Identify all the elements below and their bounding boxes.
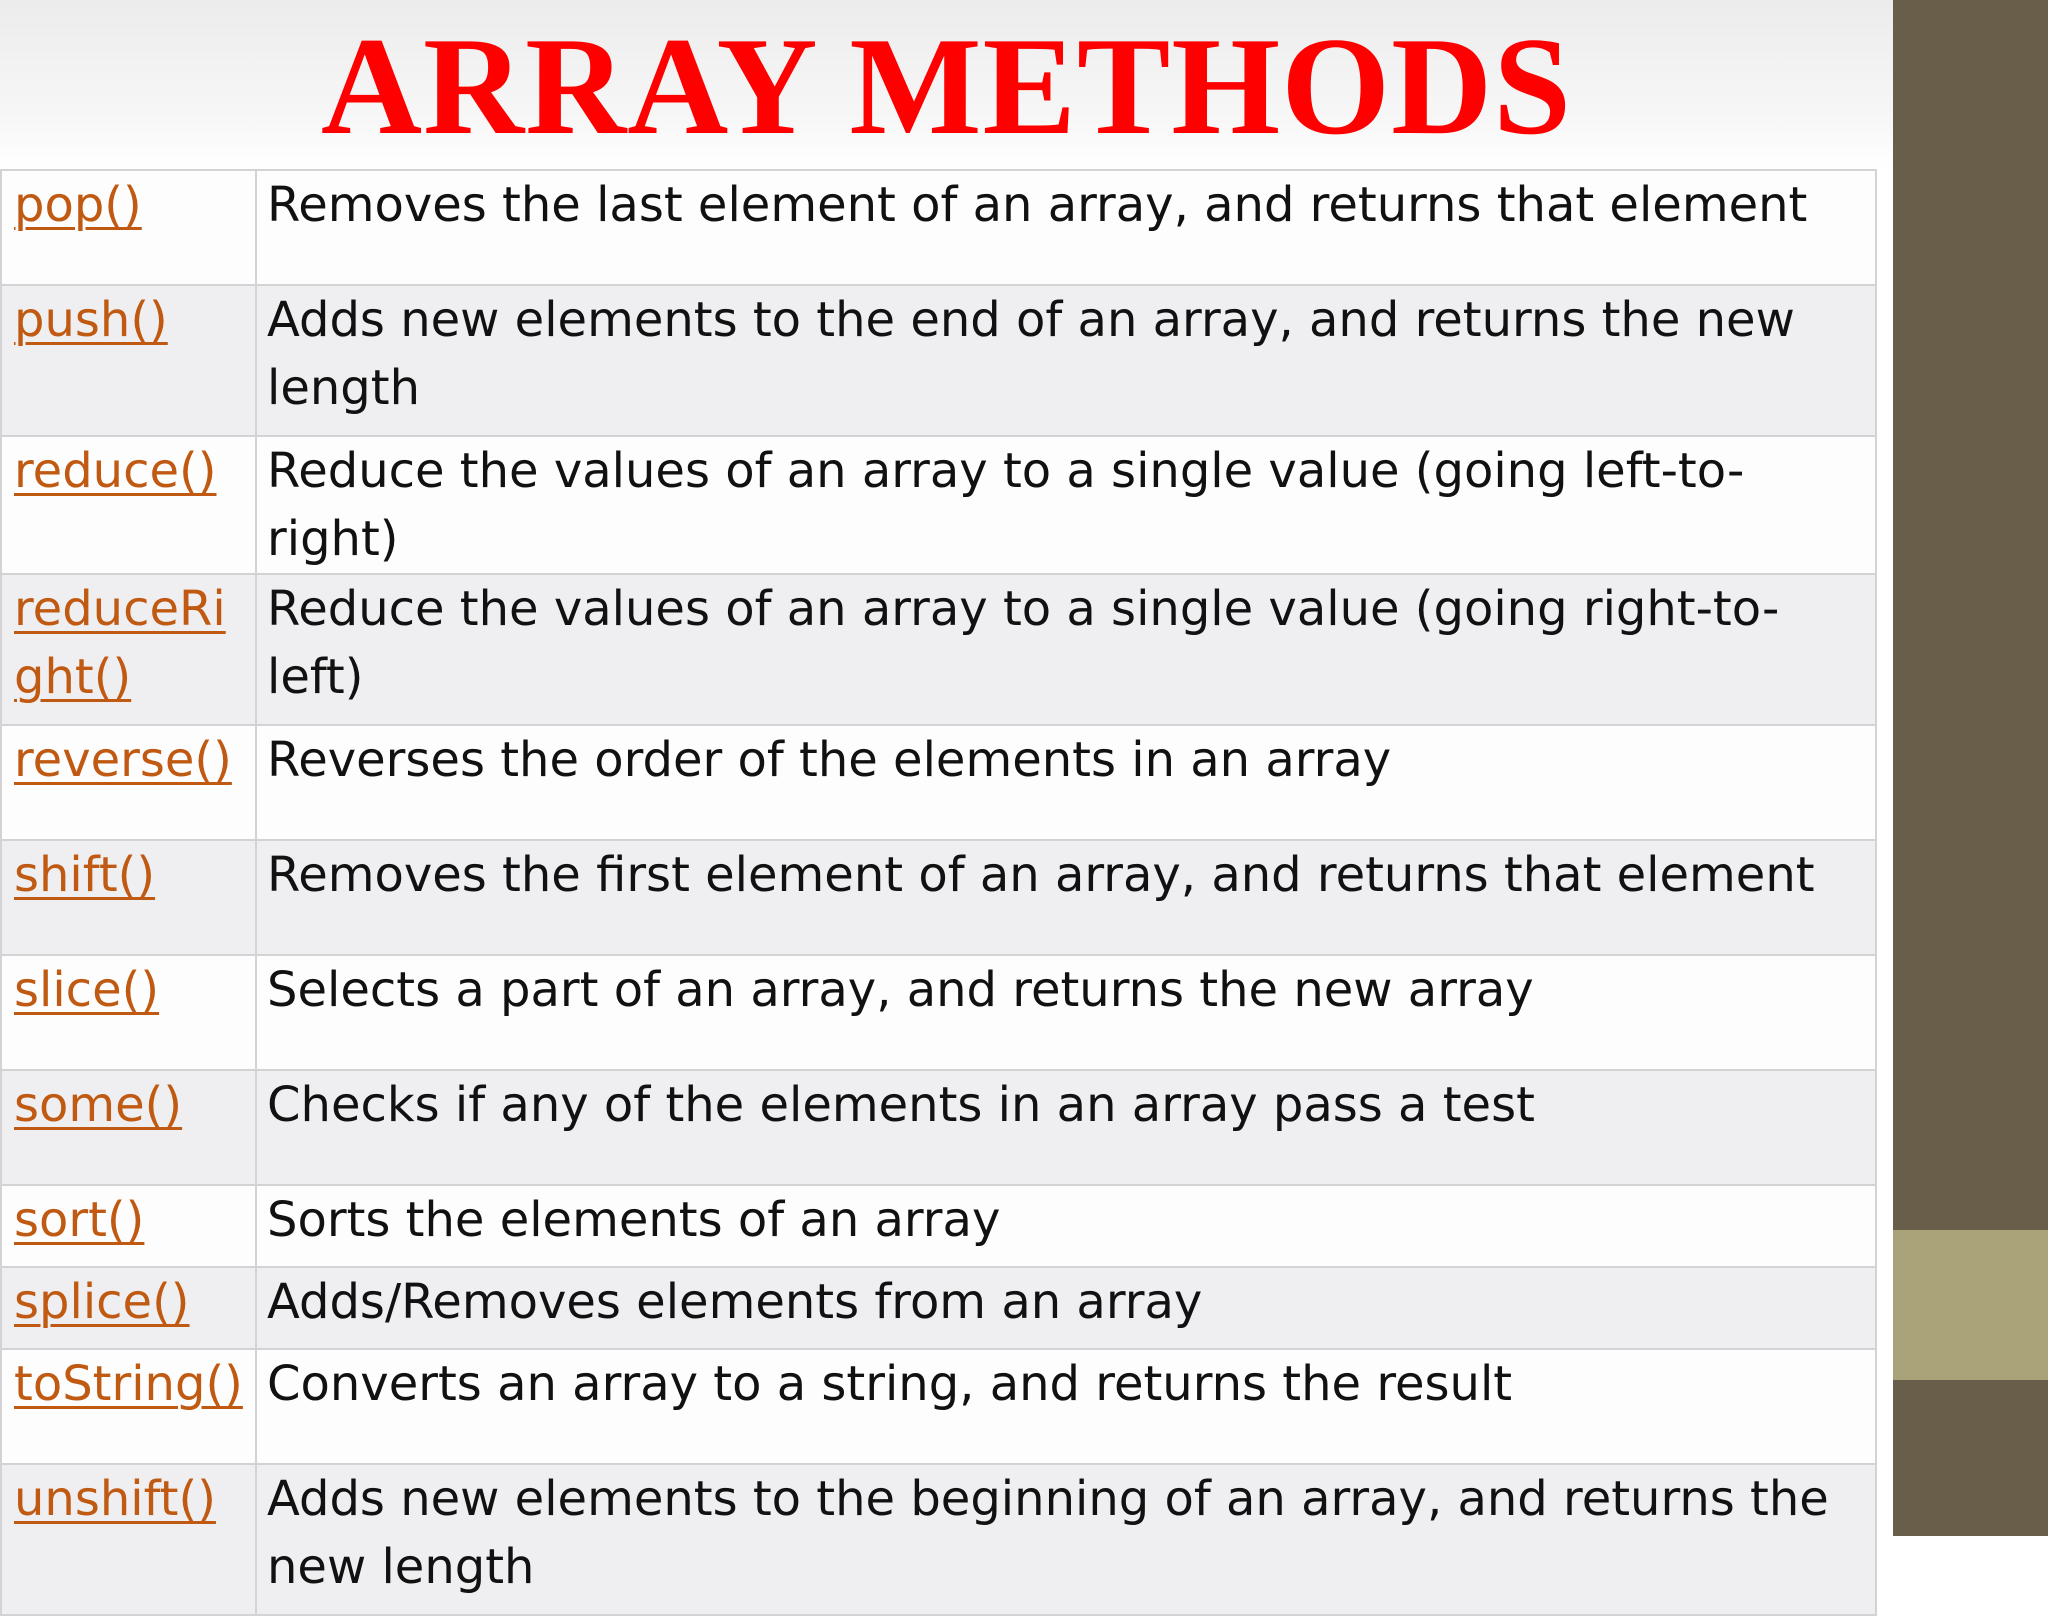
- methods-table: [0, 169, 1877, 1616]
- method-link-some[interactable]: some(): [1, 1070, 256, 1185]
- method-link-push[interactable]: push(): [1, 285, 256, 436]
- table-row: [1, 1267, 1876, 1349]
- method-description: Reduce the values of an array to a single value (going left-to-right): [256, 436, 1876, 574]
- method-description: Adds new elements to the beginning of an array, and returns the new length: [256, 1464, 1876, 1615]
- method-description: Adds/Removes elements from an array: [256, 1267, 1876, 1349]
- method-link-pop[interactable]: pop(): [1, 170, 256, 285]
- method-link-sort[interactable]: sort(): [1, 1185, 256, 1267]
- method-description: Removes the first element of an array, and returns that element: [256, 840, 1876, 955]
- table-row: [1, 1070, 1876, 1185]
- method-description: Sorts the elements of an array: [256, 1185, 1876, 1267]
- slide-title: ARRAY METHODS: [320, 9, 1573, 164]
- table-row: [1, 170, 1876, 285]
- method-description: Selects a part of an array, and returns the new array: [256, 955, 1876, 1070]
- method-link-unshift[interactable]: unshift(): [1, 1464, 256, 1615]
- table-row: [1, 1349, 1876, 1464]
- table-row: [1, 285, 1876, 436]
- method-link-slice[interactable]: slice(): [1, 955, 256, 1070]
- method-link-tostring[interactable]: toString(): [1, 1349, 256, 1464]
- method-description: Reverses the order of the elements in an array: [256, 725, 1876, 840]
- table-row: [1, 955, 1876, 1070]
- method-link-splice[interactable]: splice(): [1, 1267, 256, 1349]
- table-row: [1, 725, 1876, 840]
- table-row: [1, 1185, 1876, 1267]
- table-row: [1, 840, 1876, 955]
- method-description: Checks if any of the elements in an array pass a test: [256, 1070, 1876, 1185]
- method-description: Reduce the values of an array to a single value (going right-to-left): [256, 574, 1876, 725]
- table-row: [1, 436, 1876, 574]
- side-decor-accent: [1893, 1230, 2048, 1380]
- method-link-reverse[interactable]: reverse(): [1, 725, 256, 840]
- table-row: [1, 574, 1876, 725]
- method-link-reduce[interactable]: reduce(): [1, 436, 256, 574]
- method-link-shift[interactable]: shift(): [1, 840, 256, 955]
- method-link-reduceright[interactable]: reduceRight(): [1, 574, 256, 725]
- method-description: Converts an array to a string, and returns the result: [256, 1349, 1876, 1464]
- table-row: [1, 1464, 1876, 1615]
- method-description: Removes the last element of an array, and returns that element: [256, 170, 1876, 285]
- method-description: Adds new elements to the end of an array, and returns the new length: [256, 285, 1876, 436]
